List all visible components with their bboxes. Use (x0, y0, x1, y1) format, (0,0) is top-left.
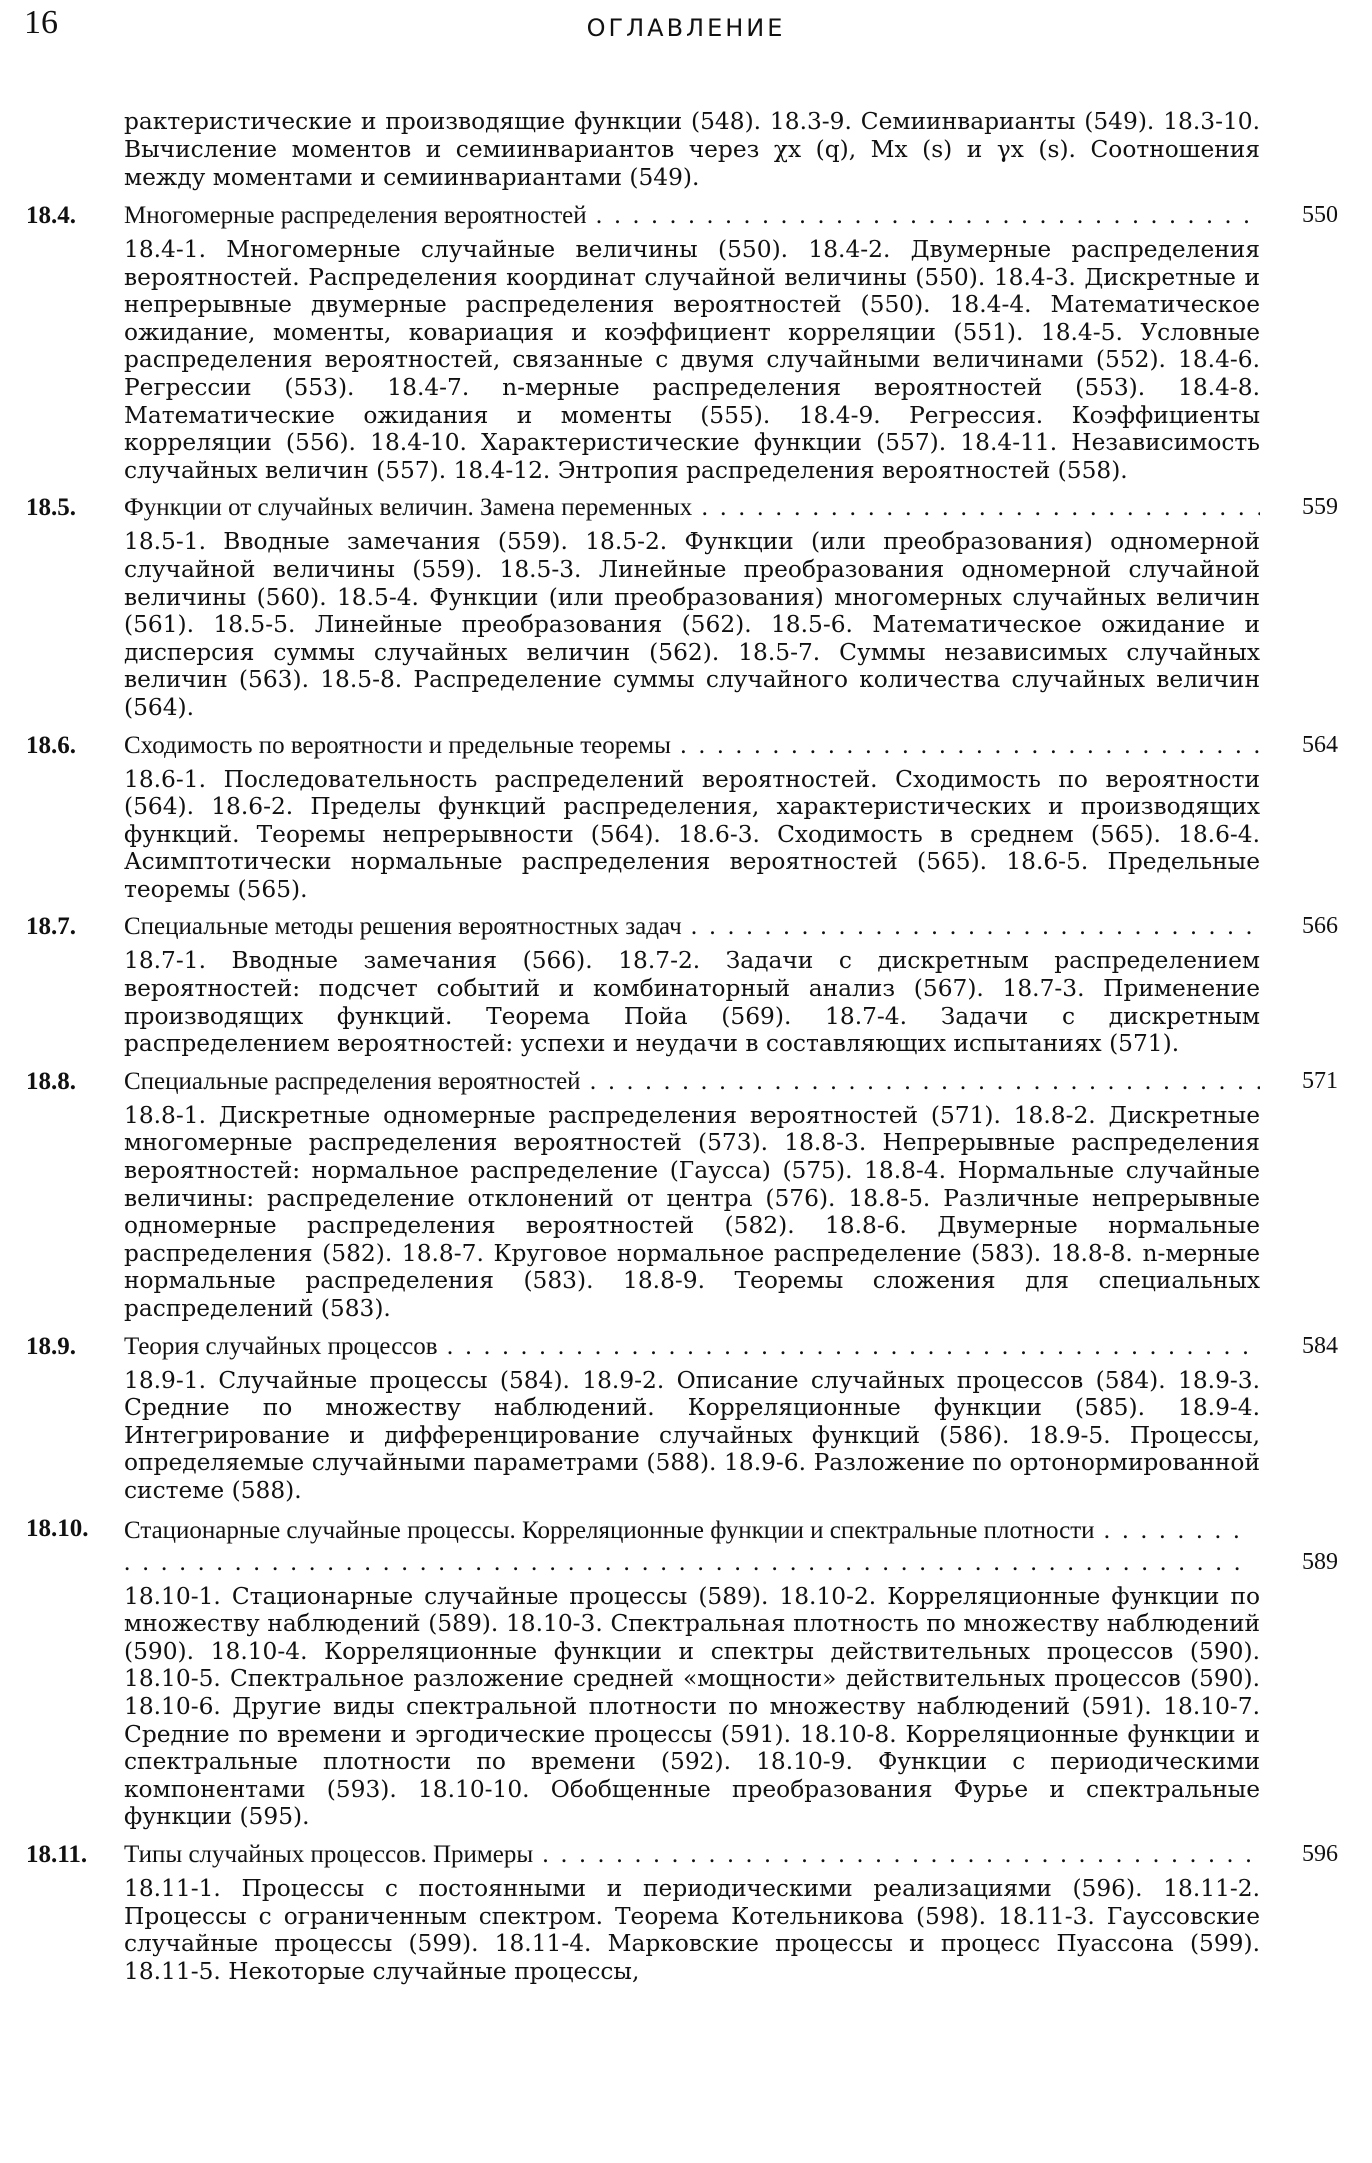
section-title: Стационарные случайные процессы. Корреляционные функции и спектральные плотности . . . (124, 1515, 1260, 1581)
section-number: 18.4. (26, 202, 76, 229)
section-page: 550 (1302, 202, 1338, 228)
section-page: 566 (1302, 913, 1338, 940)
toc-section (0, 1066, 1372, 1323)
toc-section (0, 1513, 1372, 1831)
section-contents: 18.7-1. Вводные замечания (566). 18.7-2. Задачи с дискретным распределением вероятностей: подсчет событий и комбинаторный анализ (567). 18.7-3. Применение производящих функций. Теорема Пойа (569). 18.7-4. Задачи с дискретным распределением вероятностей: успехи и неудачи в составляющих испытаниях (571). (124, 947, 1260, 1058)
section-contents: 18.10-1. Стационарные случайные процессы (589). 18.10-2. Корреляционные функции по множеству наблюдений (589). 18.10-3. Спектральная плотность по множеству наблюдений (590). 18.10-4. Корреляционные функции и спектры действительных процессов (590). 18.10-5. Спектральное разложение средней «мощности» действительных процессов (590). 18.10-6. Другие виды спектральной плотности по множеству наблюдений (591). 18.10-7. Средние по времени и эргодические процессы (591). 18.10-8. Корреляционные функции и спектральные плотности по времени (592). 18.10-9. Функции с периодическими компонентами (593). 18.10-10. Обобщенные преобразования Фурье и спектральные функции (595). (124, 1582, 1260, 1831)
section-contents: 18.6-1. Последовательность распределений вероятностей. Сходимость по вероятности (564). 18.6-2. Пределы функций распределения, характеристических и производящих функций. Теоремы непрерывности (564). 18.6-3. Сходимость в среднем (565). 18.6-4. Асимптотически нормальные распределения вероятностей (565). 18.6-5. Предельные теоремы (565). (124, 765, 1260, 903)
section-number: 18.11. (26, 1840, 88, 1868)
section-page: 584 (1302, 1332, 1338, 1359)
section-page: 564 (1302, 731, 1338, 758)
toc-entry-heading (0, 1513, 1372, 1583)
toc-entry-heading (0, 1066, 1372, 1102)
toc-section (0, 1839, 1372, 1985)
toc-section (0, 200, 1372, 484)
toc-section (0, 1331, 1372, 1505)
section-title: Функции от случайных величин. Замена переменных . . . (124, 494, 1260, 522)
page-number: 16 (24, 4, 58, 41)
toc-entry-heading (0, 492, 1372, 528)
section-number: 18.9. (26, 1332, 76, 1360)
section-contents: 18.11-1. Процессы с постоянными и периодическими реализациями (596). 18.11-2. Процессы с ограниченным спектром. Теорема Котельникова (598). 18.11-3. Гауссовские случайные процессы (599). 18.11-4. Марковские процессы и процесс Пуассона (599). 18.11-5. Некоторые случайные процессы, (124, 1874, 1260, 1985)
section-title: Специальные распределения вероятностей . . . (124, 1068, 1260, 1096)
toc-section (0, 730, 1372, 904)
toc-entry-heading (0, 730, 1372, 766)
section-number: 18.8. (26, 1067, 76, 1095)
toc-entry-heading (0, 911, 1372, 947)
section-contents: 18.5-1. Вводные замечания (559). 18.5-2. Функции (или преобразования) одномерной случайной величины (559). 18.5-3. Линейные преобразования одномерной случайной величины (560). 18.5-4. Функции (или преобразования) многомерных случайных величин (561). 18.5-5. Линейные преобразования (562). 18.5-6. Математическое ожидание и дисперсия суммы случайных величин (562). 18.5-7. Суммы независимых случайных величин (563). 18.5-8. Распределение суммы случайного количества случайных величин (564). (124, 528, 1260, 721)
section-title: Теория случайных процессов . . . (124, 1333, 1260, 1361)
section-number: 18.10. (26, 1514, 89, 1542)
section-number: 18.7. (26, 913, 76, 941)
toc-section (0, 492, 1372, 721)
section-number: 18.6. (26, 731, 76, 759)
section-page: 589 (1302, 1548, 1338, 1575)
toc-entry-heading (0, 1331, 1372, 1367)
section-title: Типы случайных процессов. Примеры . . . (124, 1841, 1260, 1869)
section-number: 18.5. (26, 494, 76, 522)
section-page: 559 (1302, 494, 1338, 521)
toc-section (0, 911, 1372, 1057)
section-page: 596 (1302, 1840, 1338, 1867)
section-title: Специальные методы решения вероятностных задач . . . (124, 913, 1260, 941)
toc-entry-heading (0, 1839, 1372, 1875)
section-title: Многомерные распределения вероятностей . . . (124, 202, 1260, 230)
running-title: ОГЛАВЛЕНИЕ (586, 14, 786, 42)
section-contents: 18.4-1. Многомерные случайные величины (550). 18.4-2. Двумерные распределения вероятностей. Распределения координат случайной величины (550). 18.4-3. Дискретные и непрерывные двумерные распределения вероятностей (550). 18.4-4. Математическое ожидание, моменты, ковариация и коэффициент корреляции (551). 18.4-5. Условные распределения вероятностей, связанные с двумя случайными величинами (552). 18.4-6. Регрессии (553). 18.4-7. n-мерные распределения вероятностей (553). 18.4-8. Математические ожидания и моменты (555). 18.4-9. Регрессия. Коэффициенты корреляции (556). 18.4-10. Характеристические функции (557). 18.4-11. Независимость случайных величин (557). 18.4-12. Энтропия распределения вероятностей (558). (124, 236, 1260, 484)
continued-text: рактеристические и производящие функции (548). 18.3-9. Семиинварианты (549). 18.3-10. Вычисление моментов и семиинвариантов через χx (q), Mx (s) и γx (s). Соотношения между моментами и семиинвариантами (549). (124, 108, 1260, 191)
section-contents: 18.9-1. Случайные процессы (584). 18.9-2. Описание случайных процессов (584). 18.9-3. Средние по множеству наблюдений. Корреляционные функции (585). 18.9-4. Интегрирование и дифференцирование случайных функций (586). 18.9-5. Процессы, определяемые случайными параметрами (588). 18.9-6. Разложение по ортонормированной системе (588). (124, 1366, 1260, 1504)
section-page: 571 (1302, 1067, 1338, 1094)
toc-entry-heading (0, 200, 1372, 236)
section-title: Сходимость по вероятности и предельные теоремы . . . (124, 732, 1260, 760)
section-contents: 18.8-1. Дискретные одномерные распределения вероятностей (571). 18.8-2. Дискретные многомерные распределения вероятностей (573). 18.8-3. Непрерывные распределения вероятностей: нормальное распределение (Гаусса) (575). 18.8-4. Нормальные случайные величины: распределение отклонений от центра (576). 18.8-5. Различные непрерывные одномерные распределения вероятностей (582). 18.8-6. Двумерные нормальные распределения (582). 18.8-7. Круговое нормальное распределение (583). 18.8-8. n-мерные нормальные распределения (583). 18.8-9. Теоремы сложения для специальных распределений (583). (124, 1101, 1260, 1322)
toc-content (0, 108, 1372, 1985)
